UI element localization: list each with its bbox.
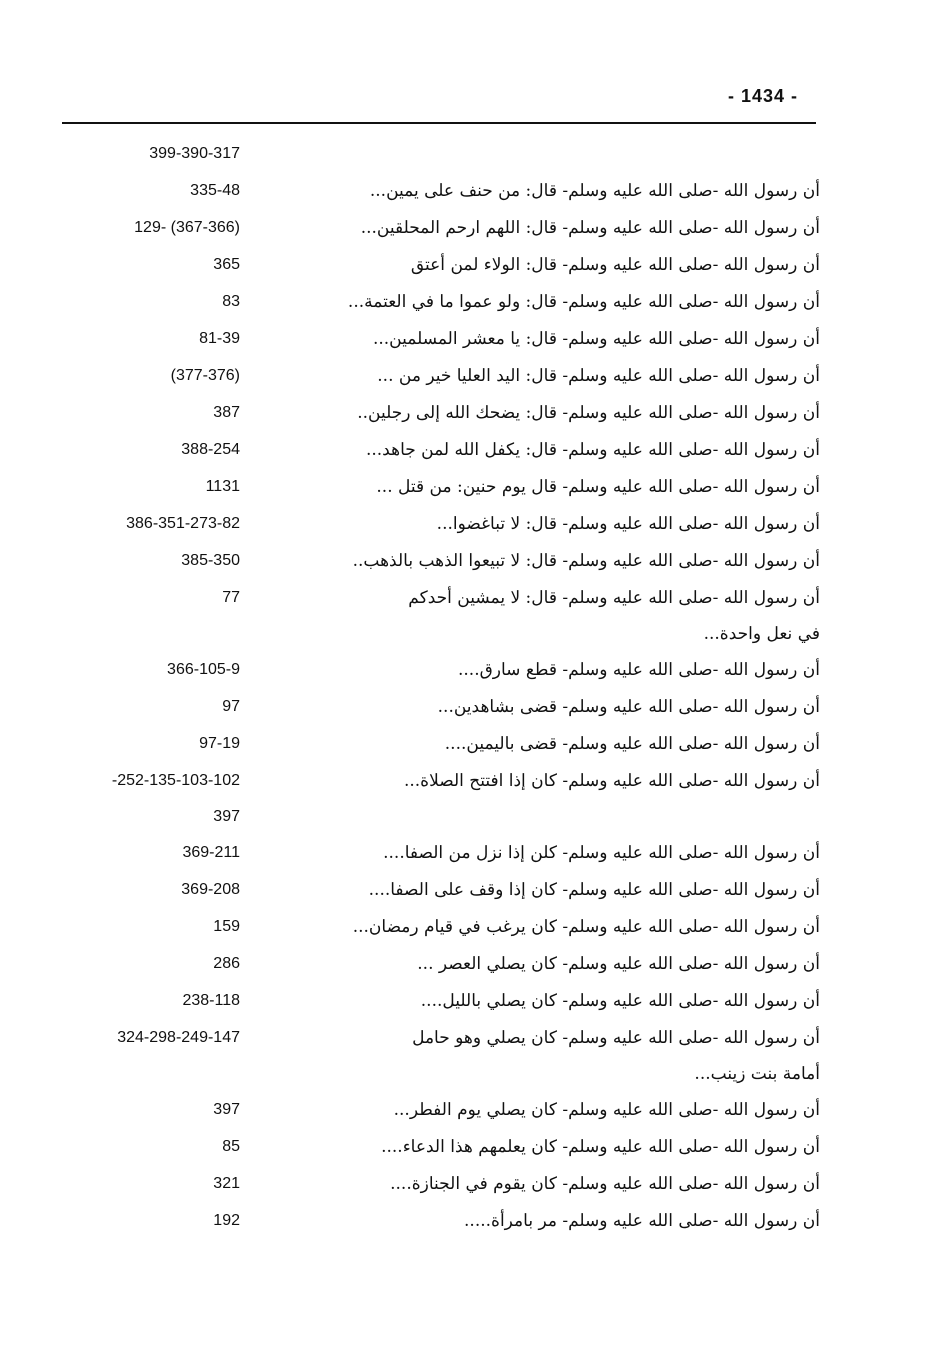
index-row (60, 909, 820, 946)
page-reference-line: 286 (213, 955, 240, 972)
page-references (60, 1209, 240, 1233)
hadith-index-list (60, 136, 820, 1240)
hadith-entry-text: أن رسول الله -صلى الله عليه وسلم- كان يقوم في الجنازة.... (390, 1174, 820, 1194)
page-reference-line: (377-376) (170, 367, 240, 384)
page-reference-line: 324-298-249-147 (117, 1029, 240, 1046)
page-reference-line: 81-39 (199, 330, 240, 347)
page-reference-line: 129- (367-366) (134, 219, 240, 236)
index-row (60, 358, 820, 395)
hadith-entry-text: أن رسول الله -صلى الله عليه وسلم- كان يصلي يوم الفطر... (393, 1100, 820, 1120)
index-row (60, 726, 820, 763)
page-references (60, 658, 240, 682)
page-reference-line: 366-105-9 (167, 661, 240, 678)
page-references (60, 253, 240, 277)
page-reference-line: 321 (213, 1175, 240, 1192)
page-reference-line: 386-351-273-82 (126, 515, 240, 532)
hadith-entry-text: أن رسول الله -صلى الله عليه وسلم- قال: يضحك الله إلى رجلين.. (357, 403, 820, 423)
hadith-entry-text: أن رسول الله -صلى الله عليه وسلم- قضى باليمين.... (444, 734, 820, 754)
index-row (60, 173, 820, 210)
hadith-entry-continuation: في نعل واحدة... (703, 624, 820, 644)
index-row (60, 284, 820, 321)
hadith-entry-text: أن رسول الله -صلى الله عليه وسلم- قال: ولو عموا ما في العتمة... (347, 292, 820, 312)
index-row (60, 395, 820, 432)
hadith-entry-text: أن رسول الله -صلى الله عليه وسلم- كان إذا وقف على الصفا.... (368, 880, 820, 900)
page-references (60, 327, 240, 351)
page-reference-line: 397 (213, 1101, 240, 1118)
hadith-entry-text: أن رسول الله -صلى الله عليه وسلم- كان يصلي بالليل.... (420, 991, 820, 1011)
page-references (60, 1135, 240, 1159)
hadith-entry-text: أن رسول الله -صلى الله عليه وسلم- قال: اللهم ارحم المحلقين... (360, 218, 820, 238)
hadith-entry-text: أن رسول الله -صلى الله عليه وسلم- قال: من حنف على يمين... (369, 181, 820, 201)
page-references (60, 475, 240, 499)
index-row (60, 543, 820, 580)
page-references (60, 549, 240, 573)
index-row (60, 432, 820, 469)
page-references (60, 732, 240, 756)
page-reference-line: 369-211 (182, 844, 240, 861)
page-references (60, 769, 240, 829)
hadith-entry-text: أن رسول الله -صلى الله عليه وسلم- قال: الولاء لمن أعتق (410, 255, 820, 275)
page-references (60, 1098, 240, 1122)
index-row (60, 136, 820, 173)
page-references (60, 915, 240, 939)
index-row (60, 872, 820, 909)
page-reference-line: 97-19 (199, 735, 240, 752)
index-row (60, 1129, 820, 1166)
header-rule (62, 122, 816, 124)
page-references (60, 179, 240, 203)
page-references (60, 142, 240, 166)
page-reference-line: 387 (213, 404, 240, 421)
hadith-entry-text: أن رسول الله -صلى الله عليه وسلم- قطع سارق.... (457, 660, 820, 680)
page-references (60, 290, 240, 314)
page-references (60, 989, 240, 1013)
hadith-entry-continuation: أمامة بنت زينب... (694, 1064, 820, 1084)
page-references (60, 438, 240, 462)
page-reference-line: 388-254 (181, 441, 240, 458)
page-reference-line: 159 (213, 918, 240, 935)
page-references (60, 586, 240, 610)
page-reference-line: 385-350 (181, 552, 240, 569)
index-row (60, 321, 820, 358)
hadith-entry-text: أن رسول الله -صلى الله عليه وسلم- كلن إذا نزل من الصفا.... (383, 843, 820, 863)
hadith-entry-text: أن رسول الله -صلى الله عليه وسلم- قال: اليد العليا خير من ... (377, 366, 820, 386)
page-references (60, 216, 240, 240)
index-row (60, 210, 820, 247)
index-row (60, 946, 820, 983)
hadith-entry-text: أن رسول الله -صلى الله عليه وسلم- قال: لا تبيعوا الذهب بالذهب.. (352, 551, 820, 571)
page-reference-line: 399-390-317 (149, 145, 240, 162)
page-references (60, 952, 240, 976)
page-reference-line: 83 (222, 293, 240, 310)
index-row (60, 580, 820, 652)
page-reference-line: 85 (222, 1138, 240, 1155)
page-references (60, 512, 240, 536)
hadith-entry-text: أن رسول الله -صلى الله عليه وسلم- كان يصلي العصر ... (417, 954, 820, 974)
page-references (60, 878, 240, 902)
hadith-entry-text: أن رسول الله -صلى الله عليه وسلم- كان يصلي وهو حامل (412, 1028, 820, 1048)
index-row (60, 652, 820, 689)
index-row (60, 506, 820, 543)
page-reference-line: 365 (213, 256, 240, 273)
hadith-entry-text: أن رسول الله -صلى الله عليه وسلم- قال: لا تباغضوا... (436, 514, 820, 534)
index-row (60, 1092, 820, 1129)
page-references (60, 401, 240, 425)
hadith-entry-text: أن رسول الله -صلى الله عليه وسلم- مر بامرأة..... (464, 1211, 820, 1231)
hadith-entry-text: أن رسول الله -صلى الله عليه وسلم- قال: يكفل الله لمن جاهد... (365, 440, 820, 460)
index-row (60, 469, 820, 506)
index-row (60, 1203, 820, 1240)
hadith-entry-text: أن رسول الله -صلى الله عليه وسلم- قال يوم حنين: من قتل ... (376, 477, 820, 497)
hadith-entry-text: أن رسول الله -صلى الله عليه وسلم- قال: لا يمشين أحدكم (408, 588, 820, 608)
hadith-entry-text: أن رسول الله -صلى الله عليه وسلم- كان إذا افتتح الصلاة... (403, 771, 820, 791)
page-reference-line: 1131 (205, 478, 240, 495)
hadith-entry-text: أن رسول الله -صلى الله عليه وسلم- قال: يا معشر المسلمين... (372, 329, 820, 349)
page-reference-line: -252-135-103-102 (111, 772, 240, 789)
hadith-entry-text: أن رسول الله -صلى الله عليه وسلم- قضى بشاهدين... (437, 697, 820, 717)
page-number: - 1434 - (728, 86, 799, 106)
page-references (60, 364, 240, 388)
page-reference-line: 97 (222, 698, 240, 715)
page-references (60, 695, 240, 719)
index-row (60, 247, 820, 284)
page-reference-line: 397 (213, 808, 240, 825)
page-references (60, 1026, 240, 1050)
index-row (60, 763, 820, 835)
page-reference-line: 335-48 (190, 182, 240, 199)
page-references (60, 841, 240, 865)
page-reference-line: 77 (222, 589, 240, 606)
hadith-entry-text: أن رسول الله -صلى الله عليه وسلم- كان يعلمهم هذا الدعاء.... (381, 1137, 820, 1157)
page-references (60, 1172, 240, 1196)
index-row (60, 1020, 820, 1092)
page-reference-line: 192 (213, 1212, 240, 1229)
page-reference-line: 238-118 (182, 992, 240, 1009)
index-row (60, 835, 820, 872)
index-row (60, 983, 820, 1020)
index-row (60, 689, 820, 726)
hadith-entry-text: أن رسول الله -صلى الله عليه وسلم- كان يرغب في قيام رمضان... (352, 917, 820, 937)
index-row (60, 1166, 820, 1203)
page-reference-line: 369-208 (181, 881, 240, 898)
